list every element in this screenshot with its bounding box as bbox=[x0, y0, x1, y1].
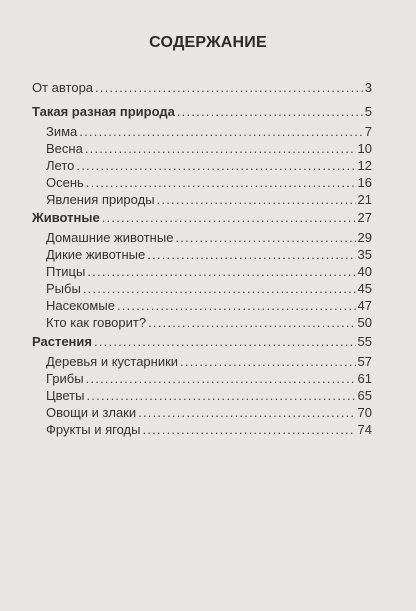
toc-entry-page: 29 bbox=[357, 230, 372, 245]
toc-entry-page: 3 bbox=[364, 80, 372, 95]
toc-entry-label: Зима bbox=[46, 124, 78, 139]
toc-entry-spring[interactable] bbox=[46, 141, 372, 159]
toc-section-label: Такая разная природа bbox=[32, 104, 175, 119]
toc-entry-label: Дикие животные bbox=[46, 247, 146, 262]
toc-entry-wild[interactable] bbox=[46, 247, 372, 265]
toc-entry-label: Цветы bbox=[46, 388, 85, 403]
leader-dots bbox=[94, 334, 356, 349]
toc-entry-fish[interactable] bbox=[46, 281, 372, 299]
toc-entry-trees[interactable] bbox=[46, 354, 372, 372]
toc-section-page: 27 bbox=[357, 210, 372, 225]
leader-dots bbox=[95, 80, 363, 95]
toc-entry-author[interactable] bbox=[32, 80, 372, 98]
leader-dots bbox=[87, 264, 355, 279]
toc-entry-page: 10 bbox=[357, 141, 372, 156]
leader-dots bbox=[157, 192, 356, 207]
toc-entry-label: Домашние животные bbox=[46, 230, 174, 245]
leader-dots bbox=[85, 141, 356, 156]
toc-entry-phenomena[interactable] bbox=[46, 192, 372, 210]
toc-entry-who-says[interactable] bbox=[46, 315, 372, 333]
leader-dots bbox=[180, 354, 355, 369]
leader-dots bbox=[79, 124, 362, 139]
leader-dots bbox=[102, 210, 356, 225]
toc-entry-page: 12 bbox=[357, 158, 372, 173]
page-title: СОДЕРЖАНИЕ bbox=[149, 34, 267, 51]
leader-dots bbox=[86, 175, 356, 190]
toc-section-page: 55 bbox=[357, 334, 372, 349]
toc-entry-domestic[interactable] bbox=[46, 230, 372, 248]
toc-entry-label: Рыбы bbox=[46, 281, 81, 296]
toc-entry-label: Явления природы bbox=[46, 192, 155, 207]
leader-dots bbox=[117, 298, 356, 313]
toc-entry-label: Грибы bbox=[46, 371, 84, 386]
toc-entry-label: Птицы bbox=[46, 264, 86, 279]
toc-entry-page: 21 bbox=[357, 192, 372, 207]
toc-entry-page: 7 bbox=[364, 124, 372, 139]
toc-entry-label: Овощи и злаки bbox=[46, 405, 137, 420]
toc-section-label: Растения bbox=[32, 334, 92, 349]
toc-entry-label: Весна bbox=[46, 141, 83, 156]
leader-dots bbox=[76, 158, 355, 173]
toc-entry-winter[interactable] bbox=[46, 124, 372, 142]
toc-section-nature[interactable] bbox=[32, 104, 372, 122]
toc-entry-autumn[interactable] bbox=[46, 175, 372, 193]
leader-dots bbox=[175, 230, 355, 245]
toc-entry-label: Насекомые bbox=[46, 298, 115, 313]
toc-entry-label: Кто как говорит? bbox=[46, 315, 147, 330]
leader-dots bbox=[86, 371, 356, 386]
leader-dots bbox=[148, 315, 355, 330]
toc-entry-insects[interactable] bbox=[46, 298, 372, 316]
toc-section-page: 5 bbox=[364, 104, 372, 119]
toc-entry-page: 40 bbox=[357, 264, 372, 279]
toc-entry-label: От автора bbox=[32, 80, 94, 95]
toc-entry-label: Фрукты и ягоды bbox=[46, 422, 141, 437]
toc-entry-label: Лето bbox=[46, 158, 75, 173]
leader-dots bbox=[177, 104, 363, 119]
toc-entry-page: 65 bbox=[357, 388, 372, 403]
toc-entry-page: 45 bbox=[357, 281, 372, 296]
toc-entry-label: Осень bbox=[46, 175, 84, 190]
toc-entry-page: 74 bbox=[357, 422, 372, 437]
toc-entry-page: 16 bbox=[357, 175, 372, 190]
toc-entry-vegetables[interactable] bbox=[46, 405, 372, 423]
toc-entry-birds[interactable] bbox=[46, 264, 372, 282]
leader-dots bbox=[83, 281, 356, 296]
toc-entry-page: 61 bbox=[357, 371, 372, 386]
toc-entry-page: 57 bbox=[357, 354, 372, 369]
toc-entry-page: 35 bbox=[357, 247, 372, 262]
toc-section-label: Животные bbox=[32, 210, 100, 225]
toc-entry-page: 50 bbox=[357, 315, 372, 330]
leader-dots bbox=[138, 405, 355, 420]
toc-entry-flowers[interactable] bbox=[46, 388, 372, 406]
toc-entry-summer[interactable] bbox=[46, 158, 372, 176]
toc-entry-mushrooms[interactable] bbox=[46, 371, 372, 389]
leader-dots bbox=[86, 388, 355, 403]
toc-entry-page: 47 bbox=[357, 298, 372, 313]
toc-section-plants[interactable] bbox=[32, 334, 372, 352]
toc-entry-fruits[interactable] bbox=[46, 422, 372, 440]
toc-entry-page: 70 bbox=[357, 405, 372, 420]
leader-dots bbox=[142, 422, 355, 437]
toc-section-animals[interactable] bbox=[32, 210, 372, 228]
leader-dots bbox=[147, 247, 355, 262]
toc-entry-label: Деревья и кустарники bbox=[46, 354, 179, 369]
